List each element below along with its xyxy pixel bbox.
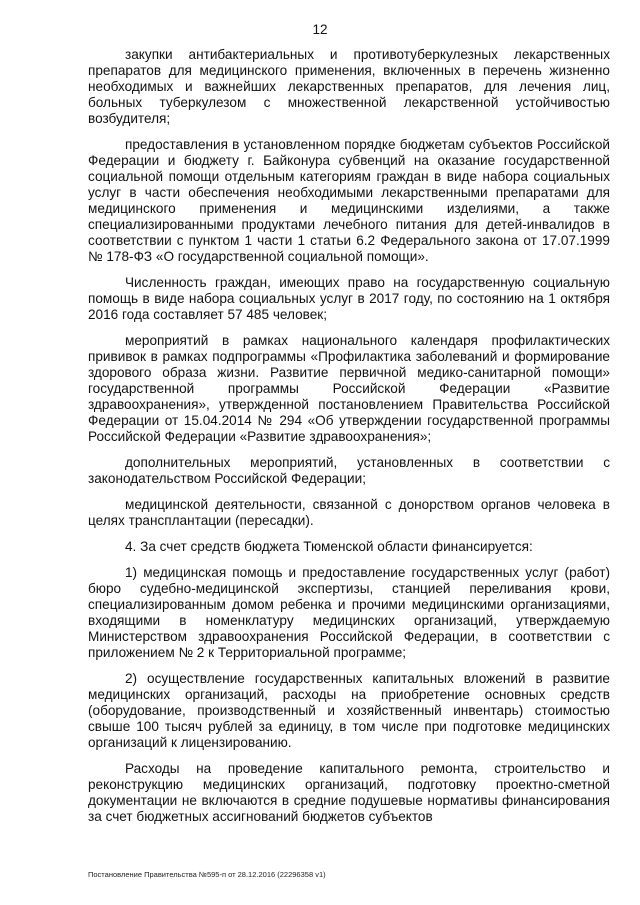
paragraph-10: Расходы на проведение капитального ремонта, строительство и реконструкцию медицинских организаций, подготовку проектно-сметной документации не включаются в средние подушевые нормативы финансирования за счет бюджетных ассигнований бюджетов субъектов xyxy=(88,761,610,824)
paragraph-8: 1) медицинская помощь и предоставление государственных услуг (работ) бюро судебно-медицинской экспертизы, станцией переливания крови, специализированным домом ребенка и прочими медицинскими организациями, входящими в номенклатуру медицинских организаций, утверждаемую Министерством здравоохранения Российской Федерации, в соответствии с приложением № 2 к Территориальной программе; xyxy=(88,565,610,660)
paragraph-7: 4. За счет средств бюджета Тюменской области финансируется: xyxy=(125,539,533,554)
paragraph-3: Численность граждан, имеющих право на государственную социальную помощь в виде набора социальных услуг в 2017 году, по состоянию на 1 октября 2016 года составляет 57 485 человек; xyxy=(88,275,610,322)
page-number: 12 xyxy=(312,22,328,37)
paragraph-9: 2) осуществление государственных капитальных вложений в развитие медицинских организаций, расходы на приобретение основных средств (оборудование, производственный и хозяйственный инвентарь) стоимостью свыше 100 тысяч рублей за единицу, в том числе при подготовке медицинских организаций к лицензированию. xyxy=(88,671,610,750)
paragraph-6: медицинской деятельности, связанной с донорством органов человека в целях трансплантации (пересадки). xyxy=(88,497,610,528)
paragraph-1: закупки антибактериальных и противотуберкулезных лекарственных препаратов для медицинского применения, включенных в перечень жизненно необходимых и важнейших лекарственных препаратов, для лечения лиц, больных туберкулезом с множественной лекарственной устойчивостью возбудителя; xyxy=(88,47,610,126)
document-body xyxy=(88,47,610,835)
paragraph-2: предоставления в установленном порядке бюджетам субъектов Российской Федерации и бюджету г. Байконура субвенций на оказание государственной социальной помощи отдельным категориям граждан в виде набора социальных услуг в части обеспечения необходимыми лекарственными препаратами для медицинского применения и медицинскими изделиями, а также специализированными продуктами лечебного питания для детей-инвалидов в соответствии с пунктом 1 части 1 статьи 6.2 Федерального закона от 17.07.1999 № 178-ФЗ «О государственной социальной помощи». xyxy=(88,137,610,264)
paragraph-4: мероприятий в рамках национального календаря профилактических прививок в рамках подпрограммы «Профилактика заболеваний и формирование здорового образа жизни. Развитие первичной медико-санитарной помощи» государственной программы Российской Федерации «Развитие здравоохранения», утвержденной постановлением Правительства Российской Федерации от 15.04.2014 № 294 «Об утверждении государственной программы Российской Федерации «Развитие здравоохранения»; xyxy=(88,333,610,444)
paragraph-5: дополнительных мероприятий, установленных в соответствии с законодательством Российской Федерации; xyxy=(88,455,610,486)
document-footer: Постановление Правительства №595-п от 28.12.2016 (22296358 v1) xyxy=(88,870,326,879)
